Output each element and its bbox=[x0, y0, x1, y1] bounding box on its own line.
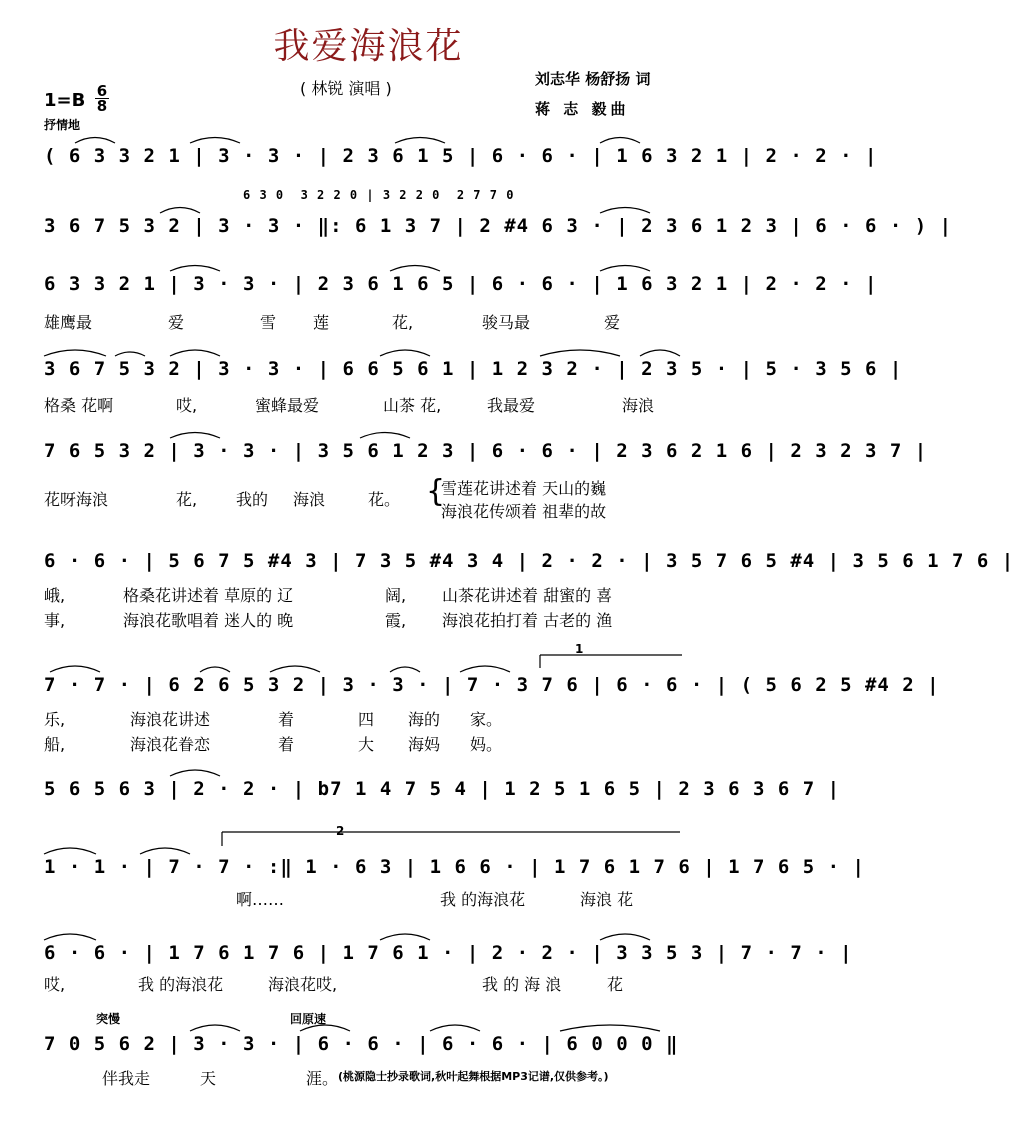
lyric-row-11-3: 涯。 bbox=[306, 1069, 339, 1088]
lyric-row-6-a-3: 阔, bbox=[385, 586, 407, 605]
lyric-row-4-5: 我最爱 bbox=[487, 396, 536, 415]
lyric-row-4-1: 格桑 花啊 bbox=[44, 396, 114, 415]
music-row-11: 7 0 5 6 2 | 3 · 3 · | 6 · 6 · | 6 · 6 · | 6 0 0 0 ‖ bbox=[44, 1033, 679, 1055]
volta-2-number: 2 bbox=[336, 824, 345, 838]
slur-1 bbox=[75, 138, 115, 144]
lyric-row-5-2: 花, bbox=[176, 490, 198, 509]
mark-a-tempo: 回原速 bbox=[290, 1012, 327, 1026]
lyricist-credit: 刘志华 杨舒扬 词 bbox=[535, 70, 651, 88]
lyric-row-3-1: 雄鹰最 bbox=[44, 313, 93, 332]
composer-credit: 蒋 志 毅曲 bbox=[535, 100, 630, 118]
mark-slow-down: 突慢 bbox=[96, 1012, 121, 1026]
lyric-row-10-2: 我 的海浪花 bbox=[138, 975, 224, 994]
lyric-row-5-5: 花。 bbox=[368, 490, 401, 509]
lyric-row-7-a-5: 海的 bbox=[408, 710, 441, 729]
lyric-row-7-a-6: 家。 bbox=[470, 710, 503, 729]
slur-17 bbox=[360, 433, 410, 439]
lyric-brace: { bbox=[426, 474, 446, 509]
slur-29 bbox=[190, 1025, 240, 1031]
volta-notes-row-2: 6 3 0 3 2 2 0 | 3 2 2 0 2 7 7 0 bbox=[243, 188, 515, 202]
slur-32 bbox=[560, 1025, 660, 1031]
lyric-row-4-3: 蜜蜂最爱 bbox=[255, 396, 320, 415]
slur-5 bbox=[160, 208, 200, 214]
slur-9 bbox=[600, 266, 650, 272]
song-title: 我爱海浪花 bbox=[273, 26, 464, 67]
slur-24 bbox=[44, 848, 96, 854]
slur-23 bbox=[170, 770, 220, 776]
slur-28 bbox=[600, 934, 650, 940]
lyric-row-6-b-1: 事, bbox=[44, 611, 66, 630]
slur-11 bbox=[115, 352, 145, 356]
lyric-row-3-6: 骏马最 bbox=[482, 313, 531, 332]
slur-22 bbox=[460, 666, 510, 672]
lyric-row-6-b-3: 霞, bbox=[385, 611, 407, 630]
lyric-row-7-a-3: 着 bbox=[278, 710, 295, 729]
lyric-row-9-2: 我 的海浪花 bbox=[440, 890, 526, 909]
transcription-note: (桃源隐士抄录歌词,秋叶起舞根据MP3记谱,仅供参考。) bbox=[338, 1070, 609, 1083]
slur-2 bbox=[190, 138, 240, 144]
slur-4 bbox=[600, 138, 640, 144]
slur-18 bbox=[50, 666, 100, 672]
slur-16 bbox=[170, 433, 220, 439]
lyric-row-7-b-6: 妈。 bbox=[470, 735, 503, 754]
lyric-row-7-b-2: 海浪花眷恋 bbox=[130, 735, 211, 754]
music-row-2: 3 6 7 5 3 2 | 3 · 3 · ‖: 6 1 3 7 | 2 #4 6 3 · | 2 3 6 1 2 3 | 6 · 6 · ) | bbox=[44, 215, 953, 237]
lyric-row-5-1: 花呀海浪 bbox=[44, 490, 109, 509]
lyric-row-10-5: 花 bbox=[607, 975, 624, 994]
lyric-row-6-b-2: 海浪花歌唱着 迷人的 晚 bbox=[123, 611, 294, 630]
music-row-4: 3 6 7 5 3 2 | 3 · 3 · | 6 6 5 6 1 | 1 2 3 2 · | 2 3 5 · | 5 · 3 5 6 | bbox=[44, 358, 903, 380]
lyric-row-10-1: 哎, bbox=[44, 975, 66, 994]
time-signature-top: 6 bbox=[96, 82, 108, 100]
slur-20 bbox=[270, 666, 320, 672]
lyric-row-9-1: 啊…… bbox=[236, 890, 285, 909]
music-row-1: ( 6 3 3 2 1 | 3 · 3 · | 2 3 6 1 5 | 6 · 6 · | 1 6 3 2 1 | 2 · 2 · | bbox=[44, 145, 878, 167]
lyric-row-6-a-1: 峨, bbox=[44, 586, 66, 605]
lyric-row-6-a-2: 格桑花讲述着 草原的 辽 bbox=[123, 586, 294, 605]
lyric-row-7-b-3: 着 bbox=[278, 735, 295, 754]
music-row-5: 7 6 5 3 2 | 3 · 3 · | 3 5 6 1 2 3 | 6 · 6 · | 2 3 6 2 1 6 | 2 3 2 3 7 | bbox=[44, 440, 928, 462]
lyric-row-5-4: 海浪 bbox=[293, 490, 326, 509]
slur-27 bbox=[380, 934, 430, 940]
music-row-9: 1 · 1 · | 7 · 7 · :‖ 1 · 6 3 | 1 6 6 · | 1 7 6 1 7 6 | 1 7 6 5 · | bbox=[44, 856, 865, 878]
slur-10 bbox=[44, 350, 106, 356]
lyric-row-5-3: 我的 bbox=[236, 490, 269, 509]
singer-credit: ( 林锐 演唱 ) bbox=[300, 79, 392, 98]
lyric-row-7-a-1: 乐, bbox=[44, 710, 66, 729]
lyric-row-10-4: 我 的 海 浪 bbox=[482, 975, 562, 994]
lyric-row-11-2: 天 bbox=[200, 1069, 217, 1088]
lyric-row-3-4: 莲 bbox=[313, 313, 330, 332]
lyric-row-9-3: 海浪 花 bbox=[580, 890, 634, 909]
volta-1-number: 1 bbox=[575, 642, 584, 656]
lyric-row-3-5: 花, bbox=[392, 313, 414, 332]
slur-26 bbox=[44, 934, 96, 940]
slur-21 bbox=[390, 667, 420, 672]
lyric-row-7-b-4: 大 bbox=[358, 735, 375, 754]
slur-6 bbox=[600, 208, 650, 214]
slur-12 bbox=[170, 350, 220, 356]
slur-8 bbox=[390, 266, 440, 272]
slur-19 bbox=[200, 667, 230, 672]
lyric-row-4-4: 山茶 花, bbox=[383, 396, 442, 415]
slur-3 bbox=[395, 138, 445, 144]
lyric-row-5-brace-1: 雪莲花讲述着 天山的巍 bbox=[441, 479, 607, 498]
lyric-row-5-brace-2: 海浪花传颂着 祖辈的故 bbox=[441, 502, 607, 521]
key-signature: 1=B bbox=[44, 90, 86, 111]
slur-31 bbox=[430, 1025, 480, 1031]
slur-13 bbox=[380, 350, 430, 356]
lyric-row-7-a-2: 海浪花讲述 bbox=[130, 710, 211, 729]
lyric-row-3-2: 爱 bbox=[168, 313, 185, 332]
lyric-row-10-3: 海浪花哎, bbox=[268, 975, 338, 994]
lyric-row-7-b-5: 海妈 bbox=[408, 735, 441, 754]
lyric-row-6-b-4: 海浪花拍打着 古老的 渔 bbox=[442, 611, 613, 630]
lyric-row-3-7: 爱 bbox=[604, 313, 621, 332]
lyric-row-4-2: 哎, bbox=[176, 396, 198, 415]
lyric-row-4-6: 海浪 bbox=[622, 396, 655, 415]
slur-25 bbox=[140, 848, 190, 854]
music-row-8: 5 6 5 6 3 | 2 · 2 · | b7 1 4 7 5 4 | 1 2 5 1 6 5 | 2 3 6 3 6 7 | bbox=[44, 778, 841, 800]
tempo-marking: 抒情地 bbox=[44, 118, 81, 132]
lyric-row-7-a-4: 四 bbox=[358, 710, 375, 729]
slur-7 bbox=[170, 266, 220, 272]
lyric-row-6-a-4: 山茶花讲述着 甜蜜的 喜 bbox=[442, 586, 613, 605]
slur-14 bbox=[540, 350, 620, 356]
slur-30 bbox=[300, 1025, 350, 1031]
lyric-row-7-b-1: 船, bbox=[44, 735, 66, 754]
lyric-row-3-3: 雪 bbox=[260, 313, 277, 332]
time-signature-bottom: 8 bbox=[96, 97, 108, 115]
music-row-3: 6 3 3 2 1 | 3 · 3 · | 2 3 6 1 6 5 | 6 · 6 · | 1 6 3 2 1 | 2 · 2 · | bbox=[44, 273, 878, 295]
music-row-10: 6 · 6 · | 1 7 6 1 7 6 | 1 7 6 1 · | 2 · 2 · | 3 3 5 3 | 7 · 7 · | bbox=[44, 942, 853, 964]
music-row-7: 7 · 7 · | 6 2 6 5 3 2 | 3 · 3 · | 7 · 3 7 6 | 6 · 6 · | ( 5 6 2 5 #4 2 | bbox=[44, 674, 940, 696]
slur-15 bbox=[640, 350, 680, 356]
lyric-row-11-1: 伴我走 bbox=[102, 1069, 151, 1088]
music-row-6: 6 · 6 · | 5 6 7 5 #4 3 | 7 3 5 #4 3 4 | 2 · 2 · | 3 5 7 6 5 #4 | 3 5 6 1 7 6 | bbox=[44, 550, 1014, 572]
